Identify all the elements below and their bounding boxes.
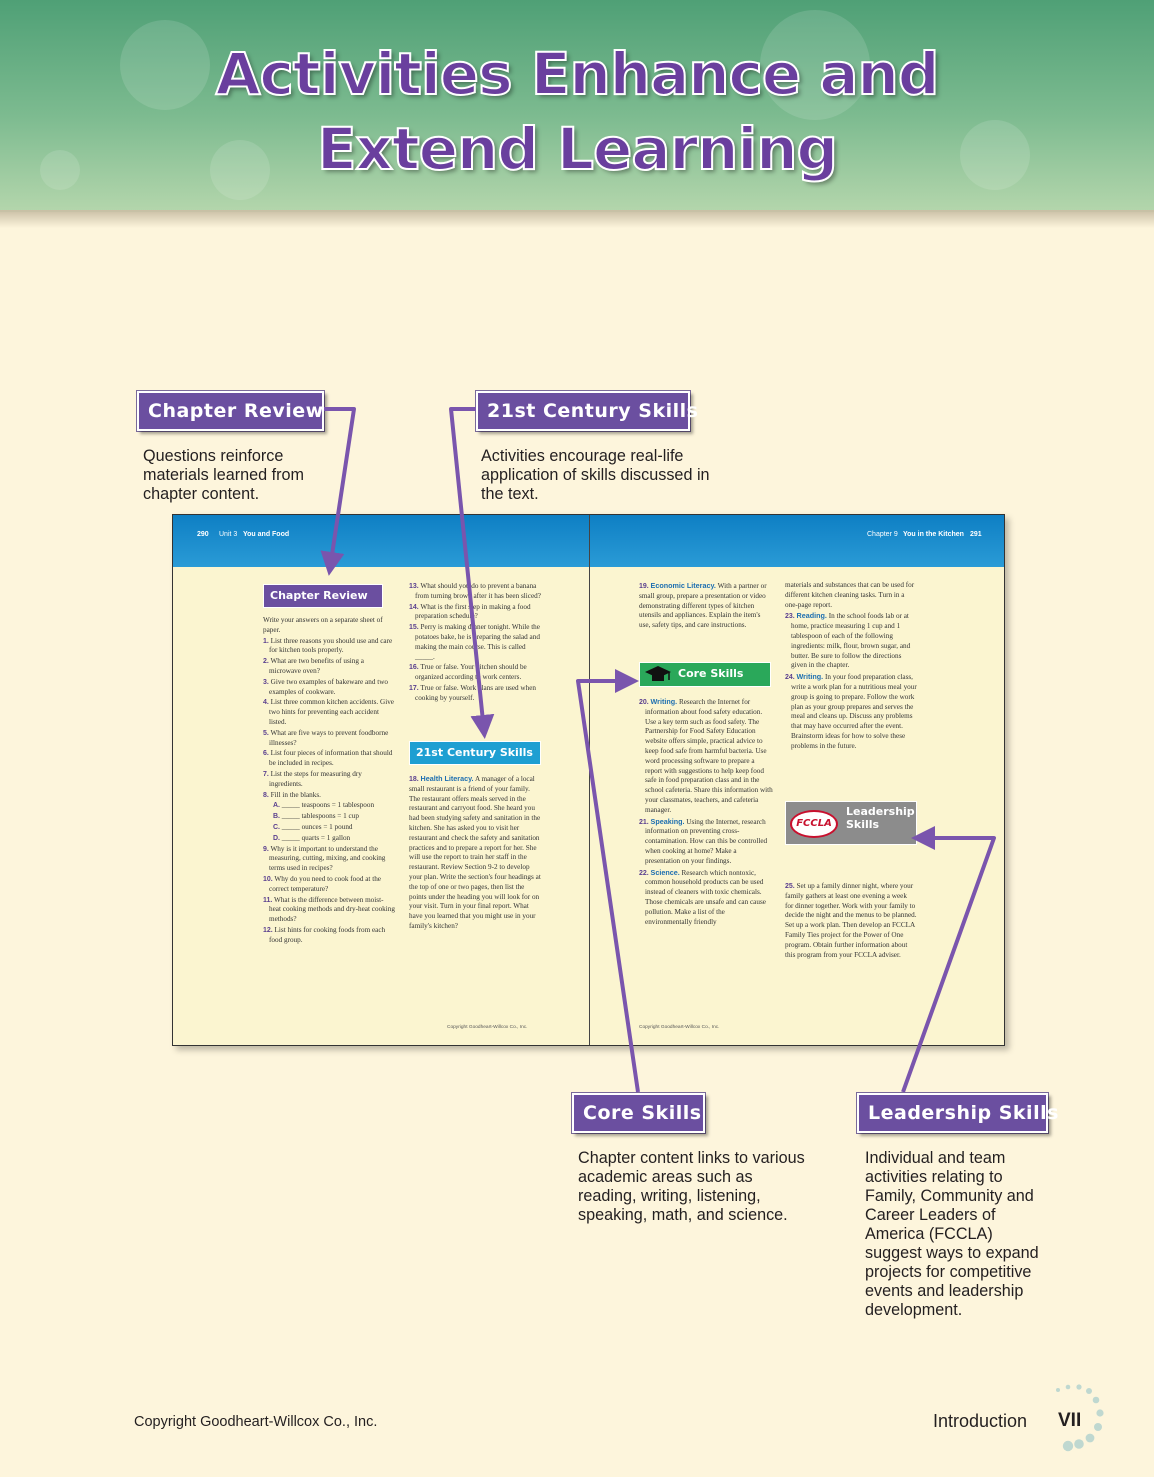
- item-heading: Speaking.: [650, 816, 685, 826]
- item-number: 15.: [409, 624, 419, 632]
- item-text: What is the first step in making a food preparation schedule?: [415, 602, 531, 621]
- item-number: A.: [273, 802, 280, 810]
- arrow-chapter-review: [324, 409, 354, 568]
- item-text: _____ ounces = 1 pound: [281, 822, 353, 831]
- page-title-line-2: Extend Learning: [316, 115, 838, 183]
- review-intro: Write your answers on a separate sheet of paper.: [263, 616, 383, 634]
- item-text: What is the difference between moist-heat cooking methods and dry-heat cooking methods?: [269, 895, 395, 924]
- item-number: 11.: [263, 896, 273, 904]
- item-text: Using the Internet, research information on preventing cross-contamination. How can this be controlled when cooking at home? Make a presentation on your findings.: [645, 817, 768, 865]
- item-text: _____ quarts = 1 gallon: [281, 833, 351, 842]
- callout-chapter-review-desc: Questions reinforce materials learned from chapter content.: [143, 447, 305, 503]
- arrow-21st-century: [451, 409, 484, 731]
- right-page-number: 291: [970, 531, 982, 538]
- item-text: True or false. Your kitchen should be organized according to work centers.: [415, 663, 527, 682]
- item-text: Research the Internet for information about food safety education. Use a key term such as food safety. The Partnership for Food Safety Education website offers simple, practical advice to keep food safe from harmful bacteria. Use word processing software to prepare a report with suggestions to help keep food safe in food preparation class and in the school cafeteria. Share this information with your classmates, teachers, and cafeteria manager.: [645, 698, 773, 814]
- callout-leadership-skills-desc: Individual and team activities relating to Family, Community and Career Leaders of America (FCCLA) suggest ways to expand projects for competitive events and leadership development.: [865, 1149, 1039, 1319]
- item-number: B.: [273, 813, 280, 821]
- footer-copyright: Copyright Goodheart-Willcox Co., Inc.: [134, 1414, 378, 1430]
- item-text: With a partner or small group, prepare a presentation or video demonstrating different types of kitchen utensils and appliances. Explain the item's use, safety tips, and care instructions.: [639, 582, 767, 630]
- item-number: 13.: [409, 583, 419, 590]
- left-page-copyright: Copyright Goodheart-Willcox Co., Inc.: [447, 1025, 528, 1030]
- item-number: 4.: [263, 699, 269, 707]
- item-number: 3.: [263, 678, 269, 686]
- item-heading: Writing.: [796, 672, 824, 682]
- item-text: Research which nontoxic, common household products can be used instead of cleaners with toxic chemicals. Those chemicals are unsafe and can cause pollution. Make a list of the environmentally friendly: [645, 868, 766, 926]
- right-page-copyright: Copyright Goodheart-Willcox Co., Inc.: [639, 1025, 720, 1030]
- mini-chapter-review-heading: Chapter Review: [263, 584, 383, 608]
- item-number: 23.: [785, 613, 795, 621]
- leadership-heading-2: Skills: [846, 818, 880, 831]
- item-text: List three reasons you should use and care for kitchen tools properly.: [269, 636, 393, 655]
- mini-core-skills-heading: Core Skills: [639, 662, 771, 687]
- page-title-line-1: Activities Enhance and: [215, 40, 939, 108]
- item-number: 20.: [639, 699, 649, 706]
- item-22-continued: materials and substances that can be used for different kitchen cleaning tasks. Turn in a one-page report.: [785, 581, 915, 609]
- mini-21st-century-heading: 21st Century Skills: [409, 741, 541, 765]
- left-page-unit: Unit 3: [219, 531, 238, 538]
- item-text: Why do you need to cook food at the correct temperature?: [269, 874, 381, 893]
- item-number: 17.: [409, 684, 419, 692]
- left-page-unit-title: You and Food: [243, 531, 290, 538]
- arrow-core-skills: [578, 681, 638, 1092]
- item-text: A manager of a local small restaurant is a friend of your family. The restaurant offers meals served in the restaurant and carryout food. She heard you had been studying safety and sanitation in the kitchen. She has asked you to visit her restaurant and check the safety and sanitation practices and to prepare a report for her. She will use the report to train her staff in the restaurant. Review Section 9-2 to develop your plan. Write the section's four headings at the top of one or two pages, then list the points under the heading you will look for on your visit. Turn in your final report. What have you learned that you might use in your family's kitchen?: [409, 775, 541, 930]
- item-number: D.: [273, 834, 280, 842]
- item-heading: Economic Literacy.: [650, 581, 716, 590]
- footer-page-number: VII: [1058, 1410, 1082, 1431]
- item-text: List three common kitchen accidents. Give two hints for preventing each accident listed.: [269, 698, 394, 726]
- footer-section-name: Introduction: [933, 1411, 1028, 1431]
- item-heading: Science.: [650, 867, 680, 877]
- item-number: 18.: [409, 776, 419, 783]
- item-number: 19.: [639, 583, 649, 590]
- item-number: 25.: [785, 883, 795, 890]
- item-text: List the steps for measuring dry ingredients.: [269, 769, 362, 788]
- item-text: Why is it important to understand the measuring, cutting, mixing, and cooking terms used in recipes?: [269, 844, 386, 873]
- item-heading: Reading.: [796, 611, 827, 621]
- callout-core-skills: Core Skills: [572, 1093, 705, 1133]
- item-number: 10.: [263, 875, 273, 883]
- item-number: 14.: [409, 603, 419, 611]
- item-number: 8.: [263, 791, 269, 799]
- item-text: Give two examples of bakeware and two examples of cookware.: [269, 677, 388, 696]
- item-text: What should you do to prevent a banana from turning brown after it has been sliced?: [415, 582, 541, 600]
- item-number: 24.: [785, 674, 795, 682]
- callout-core-skills-desc: Chapter content links to various academic areas such as reading, writing, listening, speaking, math, and science.: [578, 1149, 805, 1224]
- item-heading: Health Literacy.: [420, 774, 474, 783]
- item-text: Perry is making dinner tonight. While the potatoes bake, he is preparing the salad and making the main course. This is called _____.: [415, 623, 540, 661]
- callout-chapter-review: Chapter Review: [137, 391, 324, 431]
- item-number: 1.: [263, 637, 269, 645]
- item-text: List hints for cooking foods from each food group.: [269, 925, 386, 944]
- item-heading: Writing.: [650, 697, 678, 706]
- callout-21st-century-skills-desc: Activities encourage real-life application of skills discussed in the text.: [481, 447, 710, 503]
- item-text: True or false. Work plans are used when cooking by yourself.: [415, 683, 536, 702]
- arrow-leadership-skills: [903, 838, 994, 1092]
- right-page-chapter: Chapter 9: [867, 531, 898, 538]
- item-text: List four pieces of information that should be included in recipes.: [269, 749, 393, 768]
- item-number: 12.: [263, 926, 273, 934]
- item-text: What are two benefits of using a microwave oven?: [269, 657, 364, 675]
- item-text: _____ teaspoons = 1 tablespoon: [281, 801, 375, 810]
- leadership-heading-1: Leadership: [846, 805, 915, 818]
- left-page-number: 290: [197, 531, 209, 538]
- item-number: 6.: [263, 750, 269, 758]
- right-page-chapter-title: You in the Kitchen: [903, 531, 964, 538]
- item-number: 16.: [409, 664, 419, 672]
- item-number: 7.: [263, 770, 269, 778]
- item-text: Set up a family dinner night, where your family gathers at least one evening a week for dinner together. Work with your family to decide the night and the menus to be planned. Set up a work plan. Then develop an FCCLA Family Ties project for the Power of One program. Obtain further information about this program from your FCCLA adviser.: [785, 882, 917, 959]
- item-number: 9.: [263, 845, 269, 853]
- item-number: C.: [273, 823, 280, 831]
- callout-leadership-skills: Leadership Skills: [857, 1093, 1048, 1133]
- item-text: In the school foods lab or at home, practice measuring 1 cup and 1 tablespoon of each of the following ingredients: milk, flour, brown sugar, and butter. Be sure to follow the directions given in the chapter.: [791, 612, 911, 670]
- item-text: _____ tablespoons = 1 cup: [281, 812, 359, 821]
- item-number: 21.: [639, 818, 649, 826]
- item-number: 5.: [263, 729, 269, 737]
- item-text: In your food preparation class, write a work plan for a nutritious meal your group is going to prepare. Follow the work plan as your group prepares and serves the meal and cleans up. Discuss any problems that may have occurred after the event. Brainstorm ideas for how to solve these problems in the future.: [791, 673, 917, 750]
- decorative-dots-icon: [1046, 1380, 1110, 1460]
- item-text: Fill in the blanks.: [270, 790, 321, 799]
- callout-21st-century-skills: 21st Century Skills: [476, 391, 690, 431]
- item-number: 22.: [639, 869, 649, 877]
- fccla-logo: FCCLA: [790, 810, 838, 838]
- item-text: What are five ways to prevent foodborne illnesses?: [269, 728, 389, 747]
- item-number: 2.: [263, 658, 269, 666]
